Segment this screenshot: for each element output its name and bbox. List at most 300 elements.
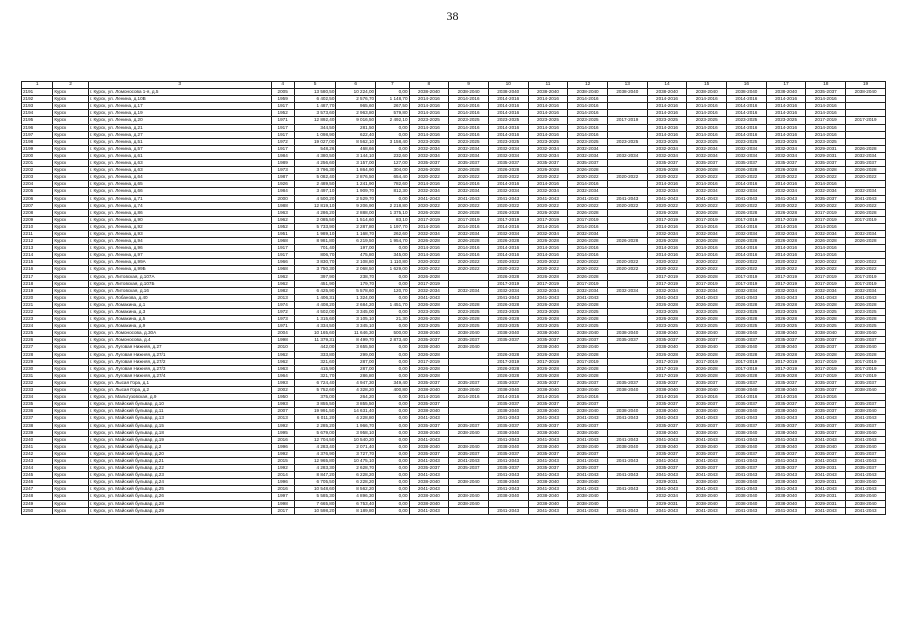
- table-cell: Курск: [53, 216, 89, 223]
- table-cell: 2041-2043: [766, 507, 806, 514]
- table-cell: Курск: [53, 160, 89, 167]
- table-cell: 2041-2043: [647, 486, 687, 493]
- table-cell: 9 206,90: [336, 202, 376, 209]
- table-cell: 2023-2025: [806, 323, 846, 330]
- table-cell: 2038-2040: [409, 493, 449, 500]
- table-cell: 2035-2037: [727, 337, 767, 344]
- table-cell: 2020-2022: [727, 202, 767, 209]
- table-cell: 2020-2022: [647, 259, 687, 266]
- table-cell: Курск: [53, 387, 89, 394]
- table-cell: 2035-2037: [806, 379, 846, 386]
- table-cell: 2041-2043: [409, 415, 449, 422]
- table-cell: 2038-2040: [766, 408, 806, 415]
- table-cell: 2026-2028: [409, 351, 449, 358]
- table-row: [22, 401, 886, 408]
- table-cell: 2038-2040: [647, 330, 687, 337]
- table-cell: г. Курск, ул. Майский бульвар, д.23: [88, 472, 271, 479]
- table-cell: [846, 110, 886, 117]
- table-cell: 2017-2019: [568, 280, 608, 287]
- table-cell: 2014-2016: [647, 96, 687, 103]
- table-cell: 1968: [271, 238, 294, 245]
- table-cell: 2032-2034: [647, 230, 687, 237]
- table-cell: 4 328,20: [336, 387, 376, 394]
- table-row: [22, 457, 886, 464]
- table-row: [22, 429, 886, 436]
- table-cell: 2035-2037: [806, 344, 846, 351]
- table-row: [22, 316, 886, 323]
- table-cell: Курск: [53, 316, 89, 323]
- table-cell: Курск: [53, 415, 89, 422]
- table-cell: 0,00: [376, 365, 409, 372]
- table-cell: 2020-2022: [449, 259, 489, 266]
- table-cell: 2032-2034: [766, 152, 806, 159]
- table-cell: [607, 493, 647, 500]
- table-cell: г. Курск, ул. Майский бульвар, д.26: [88, 493, 271, 500]
- table-cell: 179,70: [336, 280, 376, 287]
- table-row: [22, 280, 886, 287]
- table-cell: 0,00: [376, 273, 409, 280]
- table-cell: 2035-2037: [766, 337, 806, 344]
- table-cell: 2014-2016: [647, 103, 687, 110]
- table-cell: 2014-2016: [568, 110, 608, 117]
- table-cell: 2218: [22, 280, 53, 287]
- table-cell: 2026-2028: [488, 301, 528, 308]
- table-cell: 2026-2028: [528, 372, 568, 379]
- table-cell: 2206: [22, 195, 53, 202]
- table-cell: г. Курск, ул. Майский бульвар, д.2: [88, 443, 271, 450]
- table-cell: 2193: [22, 103, 53, 110]
- table-cell: 3 105,10: [336, 316, 376, 323]
- table-cell: 2026-2028: [409, 167, 449, 174]
- table-cell: 2014-2016: [766, 103, 806, 110]
- table-cell: 2032-2034: [528, 287, 568, 294]
- table-cell: 2017-2019: [647, 280, 687, 287]
- table-cell: 3 345,00: [336, 309, 376, 316]
- table-cell: 4 283,40: [294, 443, 336, 450]
- table-cell: 2035-2037: [766, 160, 806, 167]
- table-cell: 1962: [271, 216, 294, 223]
- table-cell: [607, 323, 647, 330]
- table-cell: 2014-2016: [528, 245, 568, 252]
- table-cell: 1 315,60: [294, 316, 336, 323]
- table-cell: 2026-2028: [488, 316, 528, 323]
- table-cell: 2038-2040: [727, 89, 767, 96]
- table-cell: 2035-2037: [647, 379, 687, 386]
- table-cell: 2014-2016: [528, 223, 568, 230]
- table-cell: 4 256,60: [294, 160, 336, 167]
- table-cell: 2029-2031: [806, 152, 846, 159]
- table-row: [22, 124, 886, 131]
- table-cell: 2038-2040: [806, 443, 846, 450]
- table-cell: 2014-2016: [488, 394, 528, 401]
- table-cell: 2203: [22, 174, 53, 181]
- table-cell: 2026-2028: [528, 273, 568, 280]
- table-cell: 2041-2043: [528, 472, 568, 479]
- table-cell: 2035-2037: [647, 401, 687, 408]
- table-cell: 1973: [271, 316, 294, 323]
- table-cell: 2020-2022: [727, 259, 767, 266]
- table-cell: 5 585,30: [294, 493, 336, 500]
- table-cell: 2041-2043: [806, 457, 846, 464]
- table-cell: Курск: [53, 472, 89, 479]
- table-cell: 1989: [271, 160, 294, 167]
- table-cell: 2017-2019: [528, 280, 568, 287]
- table-cell: 2017-2019: [488, 216, 528, 223]
- table-cell: 299,00: [336, 351, 376, 358]
- table-cell: 2020-2022: [766, 259, 806, 266]
- table-cell: 2014-2016: [488, 103, 528, 110]
- table-cell: 2038-2040: [568, 408, 608, 415]
- table-cell: 2232: [22, 379, 53, 386]
- table-cell: 2038-2040: [568, 344, 608, 351]
- table-cell: г. Курск, ул. Ленина, д.99А: [88, 259, 271, 266]
- table-cell: 3 573,60: [294, 110, 336, 117]
- table-cell: 2020-2022: [568, 266, 608, 273]
- table-cell: 2 085,50: [294, 216, 336, 223]
- table-cell: [607, 145, 647, 152]
- table-row: [22, 117, 886, 124]
- table-cell: 2035-2037: [766, 450, 806, 457]
- table-cell: 2038-2040: [568, 89, 608, 96]
- table-cell: 2023-2025: [766, 323, 806, 330]
- table-row: [22, 309, 886, 316]
- table-cell: 2041-2043: [687, 507, 727, 514]
- table-cell: 2035-2037: [409, 422, 449, 429]
- table-cell: 1917: [271, 245, 294, 252]
- table-cell: 2023-2025: [607, 138, 647, 145]
- table-cell: 2032-2034: [488, 287, 528, 294]
- table-cell: Курск: [53, 230, 89, 237]
- table-row: [22, 160, 886, 167]
- table-cell: 1972: [271, 309, 294, 316]
- table-cell: 2029-2031: [806, 465, 846, 472]
- table-cell: 2038-2040: [409, 429, 449, 436]
- table-cell: 2014-2016: [647, 223, 687, 230]
- table-cell: 2041-2043: [647, 457, 687, 464]
- table-cell: 2038-2040: [647, 89, 687, 96]
- table-cell: 2014-2016: [687, 252, 727, 259]
- table-cell: 2038-2040: [687, 443, 727, 450]
- table-cell: г. Курск, ул. Ленина, д.63: [88, 167, 271, 174]
- table-cell: 2014-2016: [806, 103, 846, 110]
- table-cell: 2026-2028: [806, 351, 846, 358]
- table-cell: г. Курск, ул. Майский бульвар, д.13: [88, 415, 271, 422]
- table-cell: 287,00: [336, 358, 376, 365]
- table-cell: Курск: [53, 238, 89, 245]
- table-cell: 2041-2043: [846, 436, 886, 443]
- table-cell: Курск: [53, 436, 89, 443]
- table-cell: 2023-2025: [727, 117, 767, 124]
- table-cell: 2041-2043: [687, 457, 727, 464]
- table-cell: 2035-2037: [409, 465, 449, 472]
- table-cell: 2014-2016: [647, 124, 687, 131]
- table-cell: 2225: [22, 330, 53, 337]
- table-cell: 2038-2040: [449, 330, 489, 337]
- table-cell: 2191: [22, 89, 53, 96]
- table-cell: 1971: [271, 117, 294, 124]
- table-cell: 2198: [22, 138, 53, 145]
- table-cell: 2041-2043: [766, 472, 806, 479]
- table-cell: 2035-2037: [806, 387, 846, 394]
- table-cell: Курск: [53, 450, 89, 457]
- table-cell: 2017-2019: [647, 372, 687, 379]
- table-cell: г. Курск, ул. Лобанова, д.40: [88, 294, 271, 301]
- table-cell: 2035-2037: [607, 379, 647, 386]
- table-cell: г. Курск, ул. Литовская, д.16: [88, 287, 271, 294]
- table-cell: 6 402,50: [294, 96, 336, 103]
- table-cell: 2026-2028: [409, 273, 449, 280]
- table-cell: [846, 394, 886, 401]
- table-cell: 2038-2040: [449, 493, 489, 500]
- table-cell: 2035-2037: [766, 422, 806, 429]
- table-cell: 2038-2040: [687, 500, 727, 507]
- table-cell: г. Курск, ул. Майский бульвар, д.10: [88, 401, 271, 408]
- table-cell: 2041-2043: [846, 415, 886, 422]
- table-cell: Курск: [53, 372, 89, 379]
- table-cell: 2026-2028: [766, 372, 806, 379]
- table-cell: 0,00: [376, 372, 409, 379]
- table-cell: 2023-2025: [568, 309, 608, 316]
- table-cell: 2014-2016: [647, 394, 687, 401]
- table-cell: 2017-2019: [647, 273, 687, 280]
- table-cell: [488, 500, 528, 507]
- table-cell: 2026-2028: [846, 238, 886, 245]
- table-cell: 2041-2043: [806, 415, 846, 422]
- table-cell: 2020-2022: [409, 202, 449, 209]
- table-cell: 2035-2037: [727, 422, 767, 429]
- table-cell: [846, 96, 886, 103]
- table-cell: 2032-2034: [409, 230, 449, 237]
- table-row: [22, 223, 886, 230]
- table-cell: 2038-2040: [488, 387, 528, 394]
- table-cell: 2041-2043: [647, 436, 687, 443]
- table-cell: [846, 131, 886, 138]
- table-cell: 2023-2025: [528, 138, 568, 145]
- table-cell: 2014-2016: [449, 131, 489, 138]
- table-cell: 2014-2016: [806, 96, 846, 103]
- table-cell: 1997: [271, 493, 294, 500]
- table-row: [22, 415, 886, 422]
- table-cell: 2017-2019: [846, 216, 886, 223]
- table-row: [22, 287, 886, 294]
- table-cell: 2038-2040: [687, 330, 727, 337]
- table-cell: 2017-2019: [727, 280, 767, 287]
- table-row: [22, 174, 886, 181]
- table-cell: 2041-2043: [687, 472, 727, 479]
- table-cell: 2032-2034: [607, 287, 647, 294]
- table-cell: 2038-2040: [568, 429, 608, 436]
- table-cell: 2020-2022: [528, 174, 568, 181]
- table-cell: 2017-2019: [647, 365, 687, 372]
- table-cell: 2038-2040: [449, 89, 489, 96]
- table-cell: 2023-2025: [449, 323, 489, 330]
- table-cell: 2023-2025: [449, 309, 489, 316]
- table-cell: 2041-2043: [409, 472, 449, 479]
- table-cell: 2038-2040: [727, 387, 767, 394]
- table-cell: 127,00: [376, 160, 409, 167]
- table-cell: 2 963,80: [336, 110, 376, 117]
- table-cell: 2041-2043: [409, 195, 449, 202]
- table-cell: 2017-2019: [449, 216, 489, 223]
- table-cell: [449, 507, 489, 514]
- table-cell: 2035-2037: [806, 450, 846, 457]
- table-cell: 2041-2043: [766, 436, 806, 443]
- table-cell: 2216: [22, 266, 53, 273]
- table-cell: 2038-2040: [607, 330, 647, 337]
- table-cell: 2032-2034: [806, 287, 846, 294]
- table-cell: 2026-2028: [647, 301, 687, 308]
- table-cell: 2026-2028: [607, 238, 647, 245]
- table-cell: 6 219,50: [336, 238, 376, 245]
- table-cell: 2035-2037: [766, 465, 806, 472]
- table-cell: г. Курск, ул. Луговая Нижняя, д.27/1: [88, 351, 271, 358]
- table-cell: 2017-2019: [846, 372, 886, 379]
- table-cell: 321,60: [294, 358, 336, 365]
- table-cell: 2020-2022: [449, 174, 489, 181]
- table-cell: г. Курск, ул. Ленина, д.20: [88, 117, 271, 124]
- table-row: [22, 351, 886, 358]
- table-cell: 2026-2028: [806, 301, 846, 308]
- header-cell: 6: [336, 82, 376, 89]
- table-cell: 2026-2028: [449, 316, 489, 323]
- table-cell: 2 108,80: [336, 259, 376, 266]
- table-cell: 2014-2016: [806, 394, 846, 401]
- table-cell: 2032-2034: [449, 188, 489, 195]
- table-cell: Курск: [53, 408, 89, 415]
- table-cell: 2041-2043: [687, 436, 727, 443]
- table-cell: [607, 209, 647, 216]
- table-cell: 2026-2028: [727, 167, 767, 174]
- table-row: [22, 323, 886, 330]
- table-cell: 6 705,50: [294, 479, 336, 486]
- table-cell: 2017-2019: [806, 358, 846, 365]
- table-cell: Курск: [53, 401, 89, 408]
- table-cell: 2026-2028: [568, 238, 608, 245]
- table-cell: 2026-2028: [687, 372, 727, 379]
- table-cell: 2017-2019: [766, 216, 806, 223]
- table-cell: Курск: [53, 96, 89, 103]
- table-cell: 2026-2028: [727, 238, 767, 245]
- table-cell: 2038-2040: [409, 479, 449, 486]
- table-cell: 2026-2028: [727, 316, 767, 323]
- table-cell: [846, 181, 886, 188]
- table-cell: 2041-2043: [409, 507, 449, 514]
- table-cell: 2026-2028: [568, 167, 608, 174]
- table-cell: 0,00: [376, 344, 409, 351]
- table-cell: 2035-2037: [409, 401, 449, 408]
- table-cell: [607, 479, 647, 486]
- table-cell: 2233: [22, 387, 53, 394]
- table-cell: 2038-2040: [607, 387, 647, 394]
- table-cell: 2242: [22, 450, 53, 457]
- table-cell: 2038-2040: [766, 500, 806, 507]
- table-cell: 2017-2019: [568, 216, 608, 223]
- table-cell: [607, 181, 647, 188]
- table-cell: 2038-2040: [409, 330, 449, 337]
- table-cell: 2235: [22, 401, 53, 408]
- table-cell: 2032-2034: [727, 230, 767, 237]
- table-cell: 7 665,80: [294, 500, 336, 507]
- table-cell: 2041-2043: [607, 436, 647, 443]
- table-cell: 2038-2040: [727, 330, 767, 337]
- table-cell: Курск: [53, 273, 89, 280]
- table-cell: 2038-2040: [766, 429, 806, 436]
- table-cell: 2221: [22, 301, 53, 308]
- table-cell: 2026-2028: [568, 351, 608, 358]
- table-cell: 2020-2022: [647, 266, 687, 273]
- table-cell: 2038-2040: [568, 387, 608, 394]
- table-cell: 1917: [271, 124, 294, 131]
- table-cell: 2 873,40: [376, 337, 409, 344]
- table-cell: 2032-2034: [449, 230, 489, 237]
- table-cell: 2038-2040: [528, 500, 568, 507]
- table-cell: 2020-2022: [607, 266, 647, 273]
- table-cell: 2041-2043: [687, 486, 727, 493]
- table-cell: 2035-2037: [449, 465, 489, 472]
- table-cell: 2032-2034: [647, 188, 687, 195]
- table-cell: 2017-2019: [727, 273, 767, 280]
- table-cell: Курск: [53, 429, 89, 436]
- table-cell: 2041-2043: [766, 294, 806, 301]
- table-cell: 2 492,10: [376, 117, 409, 124]
- table-cell: 2032-2034: [568, 287, 608, 294]
- table-cell: 2014-2016: [488, 131, 528, 138]
- table-cell: 2020-2022: [846, 266, 886, 273]
- table-cell: 2211: [22, 230, 53, 237]
- table-cell: 0,00: [376, 486, 409, 493]
- table-cell: [607, 110, 647, 117]
- table-cell: 2038-2040: [766, 493, 806, 500]
- table-cell: Курск: [53, 330, 89, 337]
- table-cell: 1963: [271, 209, 294, 216]
- table-cell: 2026-2028: [409, 316, 449, 323]
- table-cell: 2038-2040: [568, 330, 608, 337]
- table-cell: г. Курск, ул. Ленина, д.63: [88, 160, 271, 167]
- table-cell: 442,00: [294, 344, 336, 351]
- table-cell: 2035-2037: [488, 422, 528, 429]
- table-row: [22, 188, 886, 195]
- table-cell: Курск: [53, 145, 89, 152]
- table-cell: 2041-2043: [568, 294, 608, 301]
- table-cell: 2017-2019: [488, 358, 528, 365]
- table-cell: 2032-2034: [687, 287, 727, 294]
- table-cell: 2032-2034: [488, 188, 528, 195]
- table-cell: 2035-2037: [846, 450, 886, 457]
- table-cell: 2026-2028: [568, 209, 608, 216]
- table-cell: 2041-2043: [687, 415, 727, 422]
- table-cell: 2014-2016: [568, 252, 608, 259]
- table-cell: 2032-2034: [687, 152, 727, 159]
- table-cell: 2023-2025: [766, 309, 806, 316]
- table-cell: 2035-2037: [568, 465, 608, 472]
- table-cell: Курск: [53, 202, 89, 209]
- table-cell: 0,00: [376, 457, 409, 464]
- table-cell: 2020-2022: [449, 202, 489, 209]
- table-cell: 1917: [271, 252, 294, 259]
- table-cell: Курск: [53, 365, 89, 372]
- table-cell: 1992: [271, 465, 294, 472]
- table-cell: 2014-2016: [528, 110, 568, 117]
- table-cell: 4 947,30: [336, 379, 376, 386]
- table-cell: 2035-2037: [568, 422, 608, 429]
- table-cell: 6 228,20: [336, 479, 376, 486]
- table-cell: 622,40: [336, 131, 376, 138]
- table-cell: 2032-2034: [727, 152, 767, 159]
- table-cell: 1973: [271, 167, 294, 174]
- table-cell: 2020-2022: [687, 174, 727, 181]
- table-cell: 2032-2034: [528, 230, 568, 237]
- table-cell: 2014-2016: [449, 110, 489, 117]
